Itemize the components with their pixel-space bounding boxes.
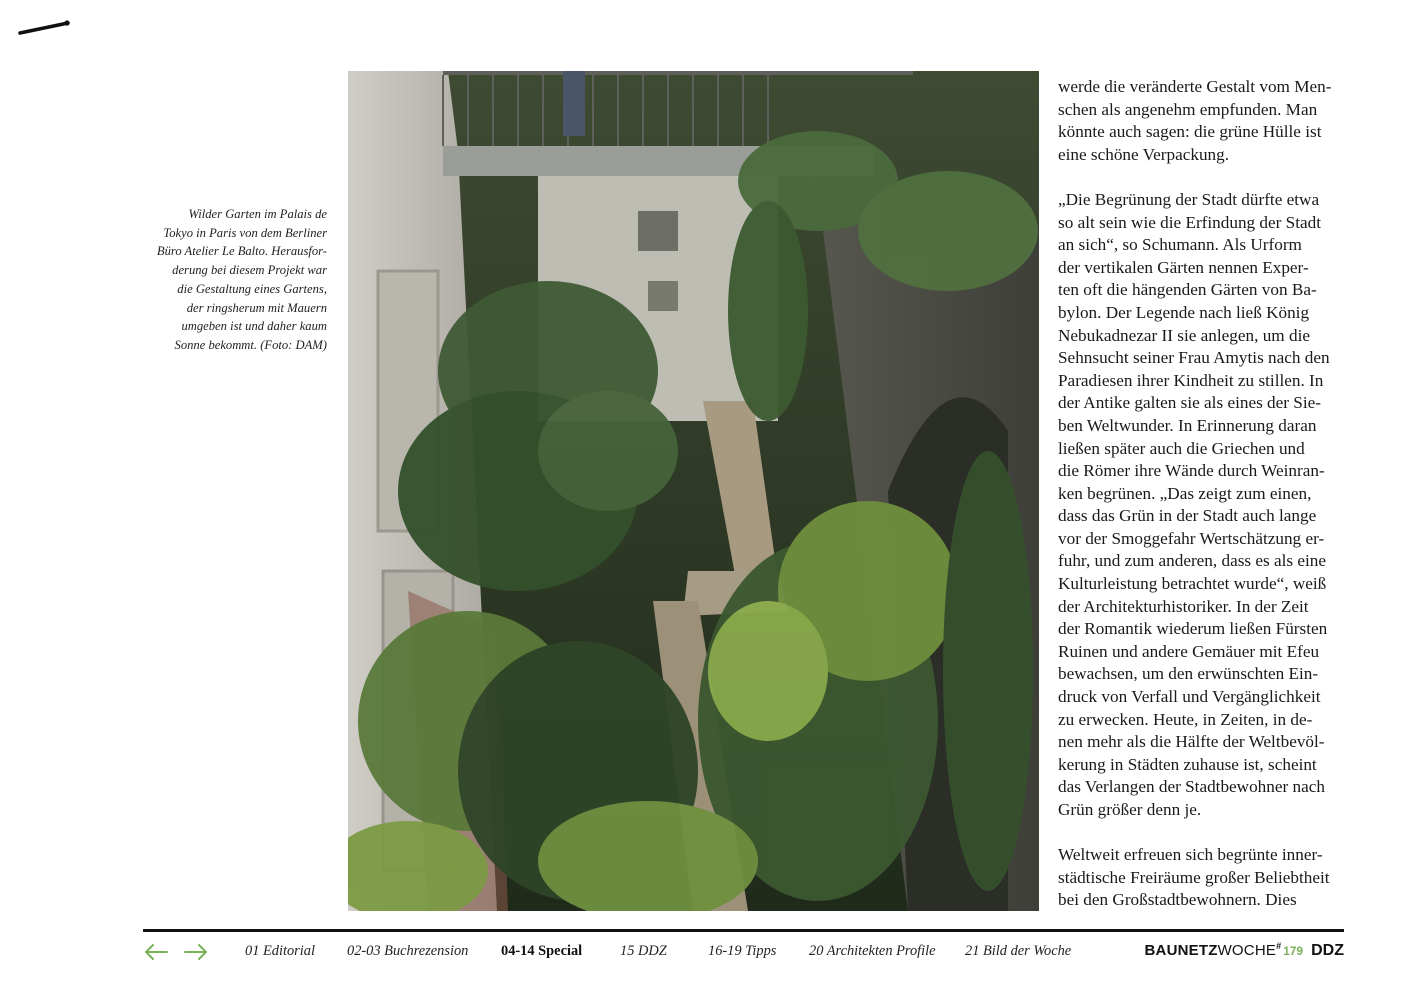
body-paragraph <box>1058 76 1358 166</box>
body-line: fuhr, und zum anderen, dass es als eine <box>1058 551 1327 571</box>
body-paragraph <box>1058 844 1358 912</box>
body-line: druck von Verfall und Vergänglichkeit <box>1058 687 1321 707</box>
body-line: bei den Großstadtbewohnern. Dies <box>1058 890 1297 910</box>
caption-line: der ringsherum mit Mauern <box>186 300 327 315</box>
body-line: ben Weltwunder. In Erinnerung daran <box>1058 415 1317 435</box>
nav-item-buchrezension[interactable]: 02-03 Buchrezension <box>347 943 469 959</box>
body-line: Sehnsucht seiner Frau Amytis nach den <box>1058 348 1330 368</box>
body-line: Weltweit erfreuen sich begrünte inner- <box>1058 845 1323 865</box>
body-line: bewachsen, um den erwünschten Ein- <box>1058 664 1319 684</box>
section-label: DDZ <box>1311 942 1344 959</box>
nav-item-bild-der-woche[interactable]: 21 Bild der Woche <box>965 943 1072 959</box>
body-line: so alt sein wie die Erfindung der Stadt <box>1058 212 1322 232</box>
body-line: Ruinen und andere Gemäuer mit Efeu <box>1058 641 1320 661</box>
body-line: Paradiesen ihrer Kindheit zu stillen. In <box>1058 370 1324 390</box>
nav-item-special[interactable]: 04-14 Special <box>501 943 583 959</box>
caption-line: derung bei diesem Projekt war <box>172 263 327 278</box>
body-line: Nebukadnezar II sie anlegen, um die <box>1058 325 1310 345</box>
body-line: der Architekturhistoriker. In der Zeit <box>1058 596 1309 616</box>
arrow-right-icon[interactable] <box>183 942 209 962</box>
footer-rule <box>143 929 1344 932</box>
nav-item-editorial[interactable]: 01 Editorial <box>245 943 315 959</box>
brand-logo[interactable] <box>1145 941 1345 960</box>
footer-nav <box>143 938 1344 966</box>
nav-item-tipps[interactable]: 16-19 Tipps <box>708 943 777 959</box>
caption-line: Tokyo in Paris von dem Berliner <box>163 225 327 240</box>
body-line: Kulturleistung betrachtet wurde“, weiß <box>1058 574 1327 594</box>
body-line: ließen später auch die Griechen und <box>1058 438 1305 458</box>
garden-photo-illustration <box>348 71 1039 911</box>
issue-number: 179 <box>1283 944 1304 958</box>
body-line: an sich“, so Schumann. Als Urform <box>1058 235 1302 255</box>
photo-caption <box>134 205 327 355</box>
nav-item-ddz[interactable]: 15 DDZ <box>620 943 667 959</box>
body-line: vor der Smoggefahr Wertschätzung er- <box>1058 528 1325 548</box>
body-line: schen als angenehm empfunden. Man <box>1058 99 1318 119</box>
body-line: dass das Grün in der Stadt auch lange <box>1058 506 1317 526</box>
body-line: das Verlangen der Stadtbewohner nach <box>1058 777 1325 797</box>
body-line: könnte auch sagen: die grüne Hülle ist <box>1058 122 1322 142</box>
body-line: eine schöne Verpackung. <box>1058 144 1230 164</box>
body-line: kerung in Städten zuhause ist, scheint <box>1058 754 1317 774</box>
body-line: der vertikalen Gärten nennen Exper- <box>1058 257 1309 277</box>
body-line: Grün größer denn je. <box>1058 800 1202 819</box>
body-line: ten oft die hängenden Gärten von Ba- <box>1058 280 1317 300</box>
body-line: die Römer ihre Wände durch Weinran- <box>1058 461 1325 481</box>
nav-item-architekten-profile[interactable]: 20 Architekten Profile <box>809 943 936 959</box>
body-line: der Romantik wiederum ließen Fürsten <box>1058 619 1328 639</box>
body-line: der Antike galten sie als eines der Sie- <box>1058 393 1321 413</box>
caption-line: Sonne bekommt. (Foto: DAM) <box>174 337 327 352</box>
article-body <box>1058 76 1358 935</box>
logo-stroke-icon <box>18 18 72 38</box>
caption-line: umgeben ist und daher kaum <box>181 319 327 334</box>
body-line: ken begrünen. „Das zeigt zum einen, <box>1058 483 1312 503</box>
body-line: „Die Begrünung der Stadt dürfte etwa <box>1058 189 1320 209</box>
body-line: zu erwecken. Heute, in Zeiten, in de- <box>1058 709 1313 729</box>
body-paragraph <box>1058 189 1358 822</box>
body-line: städtische Freiräume großer Beliebtheit <box>1058 867 1330 887</box>
caption-line: Büro Atelier Le Balto. Herausfor- <box>156 244 327 259</box>
body-line: bylon. Der Legende nach ließ König <box>1058 302 1310 322</box>
brand-name-a: BAUNETZ <box>1144 942 1218 959</box>
brand-name-b: WOCHE <box>1217 942 1277 959</box>
caption-line: Wilder Garten im Palais de <box>188 207 327 221</box>
caption-line: die Gestaltung eines Gartens, <box>177 281 327 296</box>
body-line: werde die veränderte Gestalt vom Men- <box>1058 77 1332 96</box>
garden-photo <box>348 71 1039 911</box>
brand-mark: # <box>1276 941 1282 951</box>
body-line: nen mehr als die Hälfte der Weltbevöl- <box>1058 732 1325 752</box>
arrow-left-icon[interactable] <box>143 942 169 962</box>
